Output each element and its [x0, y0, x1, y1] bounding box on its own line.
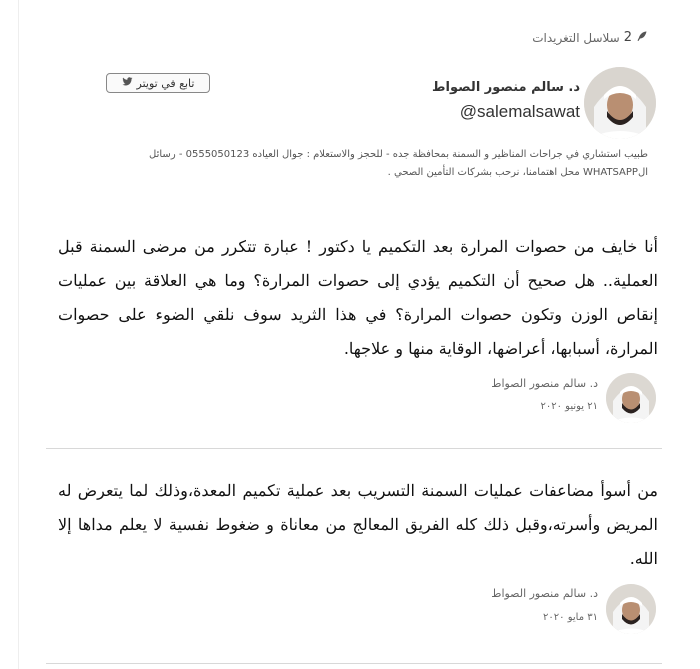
profile-bio — [138, 146, 648, 182]
tweet-author-name[interactable]: د. سالم منصور الصواط — [491, 377, 598, 390]
tweet-author-avatar[interactable] — [606, 584, 656, 634]
profile-handle[interactable]: @salemalsawat — [459, 102, 580, 121]
left-rule — [18, 0, 19, 669]
feather-icon — [636, 30, 648, 45]
profile-name[interactable]: د. سالم منصور الصواط — [432, 80, 580, 95]
tweet-date[interactable]: ٢١ يونيو ٢٠٢٠ — [540, 401, 598, 412]
tweet-divider — [46, 448, 662, 449]
bio-line-1: طبيب استشاري في جراحات المناظير و السمنة بمحافظة جده - للحجز والاستعلام : جوال العياده 0555050123 - رسائل — [149, 149, 648, 160]
bio-line-2: الWHATSAPP محل اهتمامنا، نرحب بشركات التأمين الصحي . — [387, 167, 648, 178]
twitter-bird-icon — [122, 76, 133, 90]
tweet-text[interactable]: أنا خايف من حصوات المرارة بعد التكميم يا دكتور ! عبارة تتكرر من مرضى السمنة قبل العملية.. هل صحيح أن التكميم يؤدي إلى حصوات المرارة؟ وما هي العلاقة بين عمليات إنقاص الوزن وتكون حصوات المرارة؟ في هذا الثريد سوف نلقي الضوء على حصوات المرارة، أسبابها، أعراضها، الوقاية منها و علاجها. — [58, 237, 658, 358]
tweet-text[interactable]: من أسوأ مضاعفات عمليات السمنة التسريب بعد عملية تكميم المعدة،وذلك لما يتعرض له المريض وأسرته،وقبل ذلك كله الفريق المعالج من معاناة و ضغوط نفسية لا يعلم مداها إلا الله. — [58, 481, 658, 568]
thread-label: سلاسل التغريدات — [532, 30, 620, 45]
thread-count: 2 — [623, 30, 632, 45]
tweet-date[interactable]: ٣١ مايو ٢٠٢٠ — [543, 612, 598, 623]
tweet-author-avatar[interactable] — [606, 373, 656, 423]
tweet-author-name[interactable]: د. سالم منصور الصواط — [491, 587, 598, 600]
tweet-divider — [46, 663, 662, 664]
follow-on-twitter-button[interactable] — [106, 73, 210, 93]
follow-label: تابع في تويتر — [136, 76, 195, 90]
profile-avatar[interactable] — [584, 67, 656, 139]
thread-count-bar[interactable] — [532, 30, 648, 45]
